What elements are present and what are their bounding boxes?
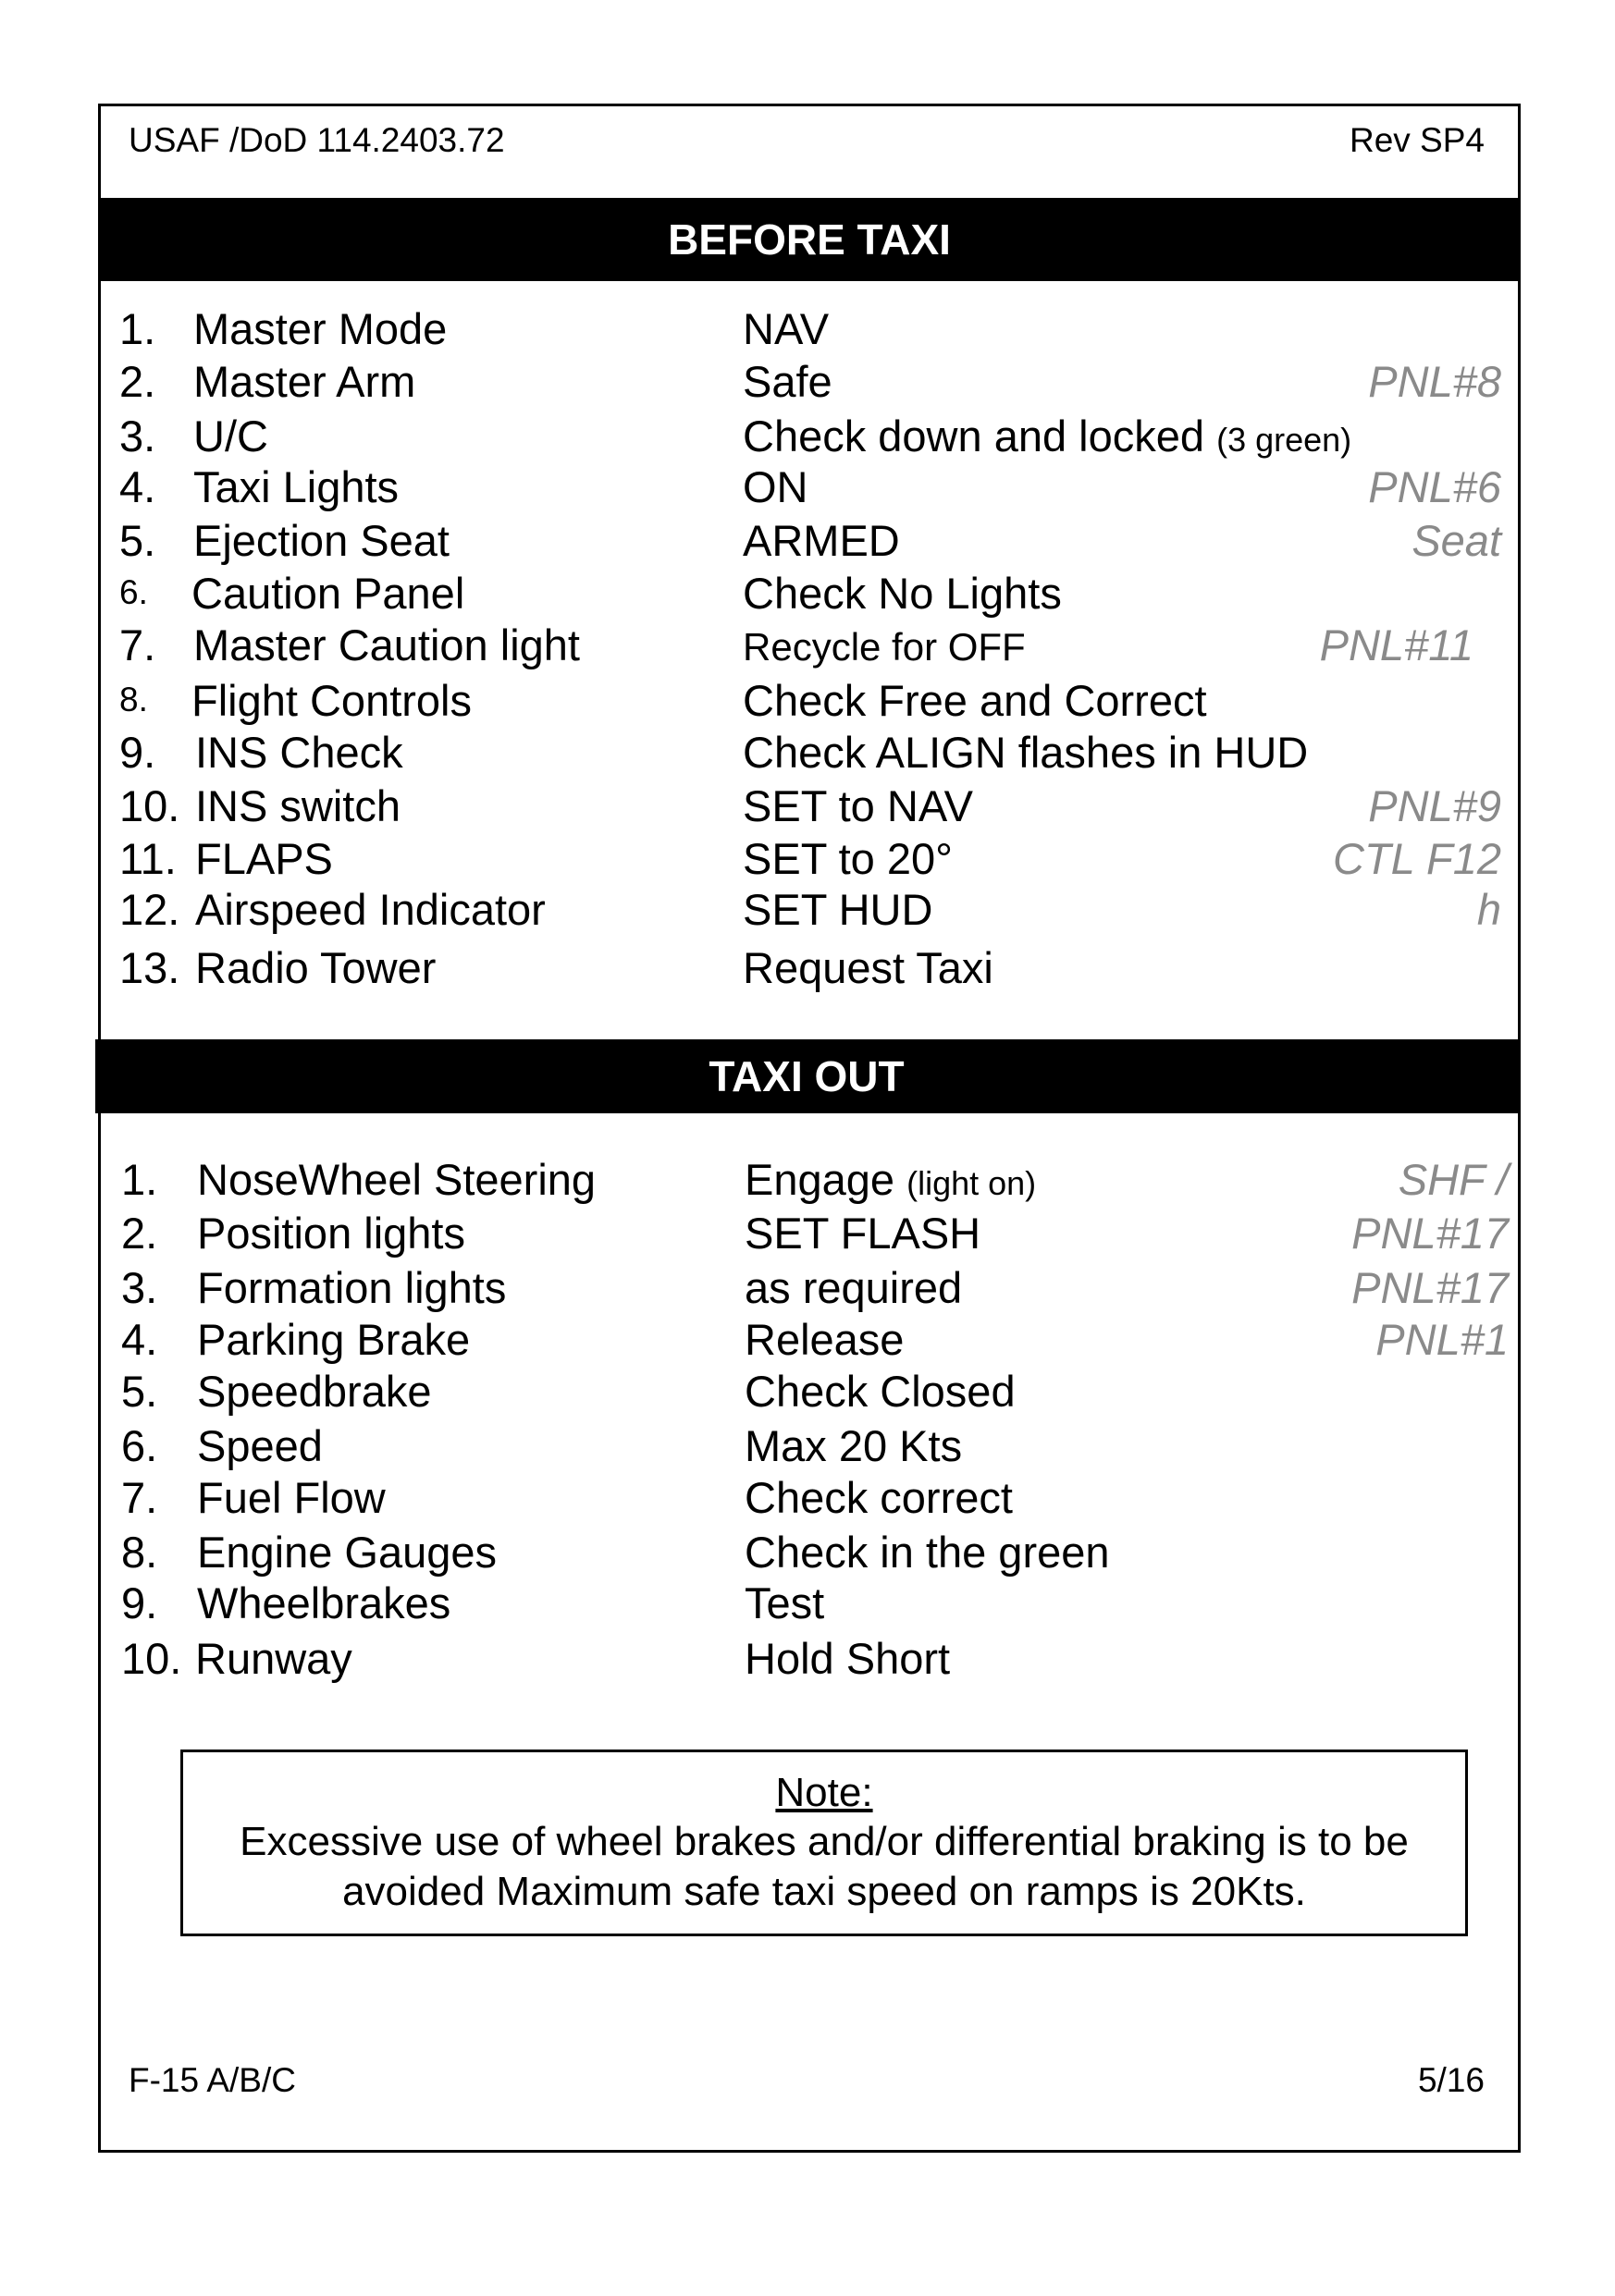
row-item: Position lights [197, 1209, 465, 1258]
checklist-row [119, 411, 1501, 462]
checklist-row [121, 1208, 1509, 1259]
row-action-text: Check correct [745, 1473, 1013, 1522]
row-action [743, 727, 1308, 778]
page-number: 5/16 [1417, 2061, 1485, 2099]
row-action [743, 461, 808, 512]
row-item: Caution Panel [191, 569, 465, 618]
row-action-text: SET to 20° [743, 834, 953, 883]
row-action [743, 833, 953, 884]
row-item: Engine Gauges [197, 1528, 498, 1577]
row-number: 12. [119, 885, 180, 934]
row-panel-reference: h [1476, 885, 1501, 934]
row-action-text: Check ALIGN flashes in HUD [743, 728, 1309, 777]
note-title: Note: [775, 1770, 873, 1815]
row-item: Speedbrake [197, 1367, 432, 1416]
row-item: Wheelbrakes [197, 1578, 451, 1627]
checklist-row [121, 1262, 1509, 1314]
section-title-taxi-out: TAXI OUT [709, 1052, 905, 1100]
row-item: Formation lights [197, 1263, 507, 1312]
checklist-row [121, 1527, 1509, 1578]
row-number: 5. [119, 516, 156, 565]
row-item: Master Arm [193, 357, 416, 406]
note-box [180, 1750, 1468, 1936]
row-action [743, 568, 1062, 619]
row-panel-reference: Seat [1412, 516, 1501, 565]
checklist-row [119, 620, 1501, 671]
row-action [743, 780, 973, 831]
row-number: 4. [119, 462, 156, 511]
checklist-row [121, 1420, 1509, 1472]
checklist-row [119, 356, 1501, 408]
row-action-text: NAV [743, 304, 830, 353]
row-action [745, 1154, 1036, 1205]
row-action-text: SET FLASH [745, 1209, 981, 1258]
row-item: Airspeed Indicator [195, 885, 546, 934]
row-action-text: Check in the green [745, 1528, 1110, 1577]
row-number: 1. [119, 304, 156, 353]
row-action-text: Test [745, 1578, 825, 1627]
row-action [745, 1208, 980, 1259]
row-number: 5. [121, 1367, 158, 1416]
note-body: Excessive use of wheel brakes and/or differential braking is to be avoided Maximum safe taxi speed on ramps is 20Kts. [240, 1819, 1409, 1914]
row-number: 9. [119, 728, 156, 777]
row-action-text: Safe [743, 357, 832, 406]
row-action [745, 1578, 824, 1628]
row-number: 10. [119, 781, 180, 830]
checklist-row [121, 1472, 1509, 1524]
row-item: NoseWheel Steering [197, 1155, 597, 1204]
row-action-text: ON [743, 462, 808, 511]
row-action-text: Request Taxi [743, 943, 993, 992]
row-number: 7. [121, 1473, 158, 1522]
row-action [743, 675, 1207, 726]
checklist-row [121, 1578, 1509, 1629]
document-id: USAF /DoD 114.2403.72 [129, 121, 505, 159]
row-panel-reference: PNL#17 [1351, 1263, 1509, 1312]
row-action [745, 1472, 1013, 1523]
row-action [743, 942, 993, 993]
row-item: Master Mode [193, 304, 448, 353]
row-number: 3. [121, 1263, 158, 1312]
checklist-row [119, 833, 1501, 885]
row-action [745, 1420, 962, 1471]
section-header-taxi-out [95, 1039, 1518, 1113]
row-action [743, 884, 932, 935]
row-action-text: SET to NAV [743, 781, 974, 830]
checklist-row [119, 884, 1501, 936]
aircraft-label: F-15 A/B/C [129, 2061, 296, 2099]
checklist-page [98, 104, 1521, 2153]
row-action-note: (3 green) [1216, 421, 1352, 459]
row-number: 11. [119, 834, 177, 883]
row-item: Flight Controls [191, 676, 472, 725]
row-action-text: SET HUD [743, 885, 933, 934]
row-number: 10. [121, 1634, 182, 1683]
row-item: Taxi Lights [193, 462, 400, 511]
row-action-text: Recycle for OFF [743, 625, 1026, 669]
checklist-row [121, 1633, 1509, 1685]
checklist-row [121, 1366, 1509, 1418]
checklist-row [119, 461, 1501, 513]
row-action-text: ARMED [743, 516, 900, 565]
row-action-note: (light on) [906, 1164, 1037, 1202]
row-number: 7. [119, 620, 156, 669]
row-item: Ejection Seat [193, 516, 450, 565]
row-number: 2. [121, 1209, 158, 1258]
row-action [745, 1527, 1110, 1578]
section-title-before-taxi: BEFORE TAXI [668, 215, 951, 264]
row-action [743, 356, 832, 407]
row-number: 3. [119, 411, 156, 460]
row-number: 9. [121, 1578, 158, 1627]
row-number: 6. [119, 573, 148, 611]
row-item: INS switch [195, 781, 401, 830]
row-action [745, 1633, 950, 1684]
checklist-row [119, 675, 1501, 727]
row-action-text: Check Free and Correct [743, 676, 1207, 725]
row-action-text: Hold Short [745, 1634, 951, 1683]
row-number: 1. [121, 1155, 158, 1204]
row-panel-reference: SHF / [1398, 1155, 1509, 1204]
row-panel-reference: PNL#17 [1351, 1209, 1509, 1258]
checklist-row [121, 1314, 1509, 1366]
row-number: 6. [121, 1421, 158, 1470]
row-action-text: as required [745, 1263, 963, 1312]
row-number: 13. [119, 943, 180, 992]
row-action [745, 1366, 1016, 1417]
checklist-row [121, 1154, 1509, 1206]
row-item: Fuel Flow [197, 1473, 386, 1522]
row-number: 8. [121, 1528, 158, 1577]
row-action-text: Release [745, 1315, 905, 1364]
row-panel-reference: PNL#6 [1368, 462, 1501, 511]
row-action-text: Check No Lights [743, 569, 1062, 618]
row-panel-reference: PNL#11 [1319, 620, 1473, 669]
row-panel-reference: PNL#9 [1368, 781, 1501, 830]
row-panel-reference: CTL F12 [1333, 834, 1501, 883]
row-panel-reference: PNL#1 [1375, 1315, 1509, 1364]
row-item: FLAPS [195, 834, 333, 883]
checklist-row [119, 568, 1501, 620]
row-action-text: Engage [745, 1155, 895, 1204]
checklist-row [119, 942, 1501, 994]
row-item: Radio Tower [195, 943, 437, 992]
row-item: U/C [193, 411, 268, 460]
row-action [743, 620, 1026, 670]
row-item: INS Check [195, 728, 403, 777]
row-item: Parking Brake [197, 1315, 471, 1364]
row-panel-reference: PNL#8 [1368, 357, 1501, 406]
row-action-text: Check down and locked [743, 411, 1205, 460]
row-action-text: Check Closed [745, 1367, 1016, 1416]
row-number: 4. [121, 1315, 158, 1364]
checklist-row [119, 515, 1501, 567]
row-action [743, 303, 829, 354]
section-header-before-taxi [101, 198, 1518, 281]
revision-label: Rev SP4 [1349, 121, 1485, 159]
row-item: Runway [195, 1634, 352, 1683]
row-action [743, 411, 1351, 461]
row-action-text: Max 20 Kts [745, 1421, 963, 1470]
checklist-row [119, 780, 1501, 832]
row-number: 8. [119, 681, 148, 718]
row-item: Speed [197, 1421, 323, 1470]
checklist-row [119, 727, 1501, 779]
row-item: Master Caution light [193, 620, 580, 669]
row-action [743, 515, 900, 566]
row-number: 2. [119, 357, 156, 406]
row-action [745, 1314, 904, 1365]
checklist-row [119, 303, 1501, 355]
row-action [745, 1262, 962, 1313]
